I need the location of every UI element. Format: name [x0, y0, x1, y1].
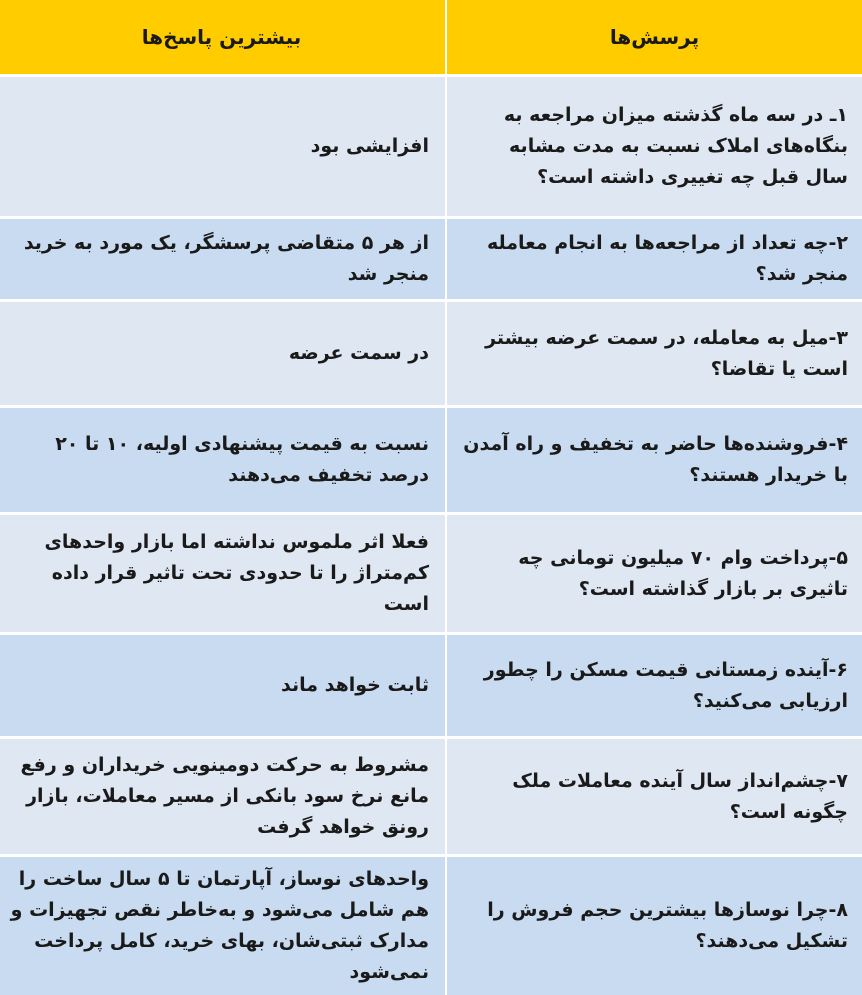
answer-3: در سمت عرضه: [0, 302, 445, 405]
answer-8: واحدهای نوساز، آپارتمان تا ۵ سال ساخت را هم شامل می‌شود و به‌خاطر نقص تجهیزات و مدارک ثبتی‌شان، بهای خرید، کامل پرداخت نمی‌شود: [0, 857, 445, 995]
header-questions: پرسش‌ها: [447, 0, 862, 74]
question-1: ۱ـ در سه ماه گذشته میزان مراجعه به بنگاه‌های املاک نسبت به مدت مشابه سال قبل چه تغییری داشته است؟: [447, 77, 862, 216]
answer-1: افزایشی بود: [0, 77, 445, 216]
question-7: ۷-چشم‌انداز سال آینده معاملات ملک چگونه است؟: [447, 739, 862, 854]
question-5: ۵-پرداخت وام ۷۰ میلیون تومانی چه تاثیری بر بازار گذاشته است؟: [447, 515, 862, 632]
answer-2: از هر ۵ متقاضی پرسشگر، یک مورد به خرید منجر شد: [0, 219, 445, 299]
question-2: ۲-چه تعداد از مراجعه‌ها به انجام معامله منجر شد؟: [447, 219, 862, 299]
answer-6: ثابت خواهد ماند: [0, 635, 445, 736]
question-4: ۴-فروشنده‌ها حاضر به تخفیف و راه آمدن با خریدار هستند؟: [447, 408, 862, 512]
header-answers: بیشترین پاسخ‌ها: [0, 0, 445, 74]
question-3: ۳-میل به معامله، در سمت عرضه بیشتر است یا تقاضا؟: [447, 302, 862, 405]
question-6: ۶-آینده زمستانی قیمت مسکن را چطور ارزیابی می‌کنید؟: [447, 635, 862, 736]
question-8: ۸-چرا نوسازها بیشترین حجم فروش را تشکیل می‌دهند؟: [447, 857, 862, 995]
answer-7: مشروط به حرکت دومینویی خریداران و رفع مانع نرخ سود بانکی از مسیر معاملات، بازار رونق خواهد گرفت: [0, 739, 445, 854]
answer-5: فعلا اثر ملموس نداشته اما بازار واحدهای کم‌متراژ را تا حدودی تحت تاثیر قرار داده است: [0, 515, 445, 632]
answer-4: نسبت به قیمت پیشنهادی اولیه، ۱۰ تا ۲۰ درصد تخفیف می‌دهند: [0, 408, 445, 512]
